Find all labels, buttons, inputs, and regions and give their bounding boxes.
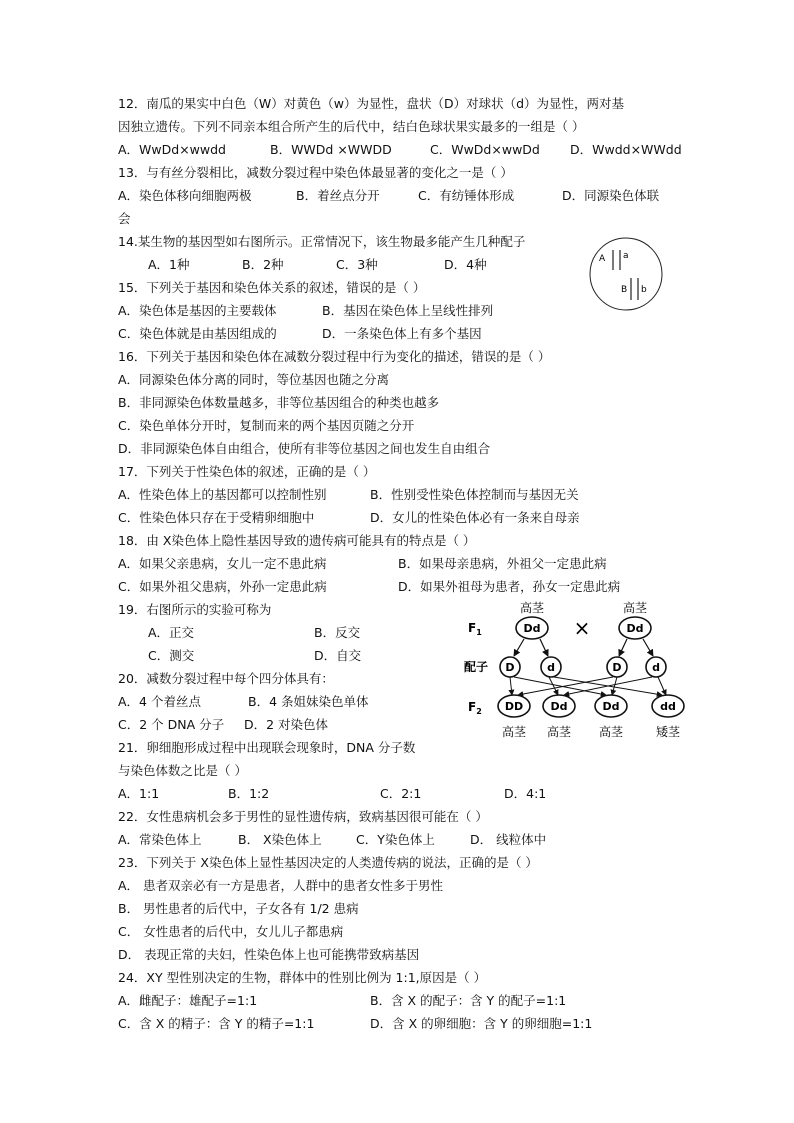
q22-option-b[interactable]: B． X染色体上 bbox=[238, 832, 322, 847]
arrow-d-Dd1 bbox=[549, 677, 558, 695]
q12-option-a[interactable]: A．WwDd×wwdd bbox=[118, 142, 226, 157]
gamete-label: 配子 bbox=[464, 660, 489, 674]
q13-option-c[interactable]: C．有纺锤体形成 bbox=[418, 188, 515, 203]
q22-stem: 22．女性患病机会多于男性的显性遗传病，致病基因很可能在（ ） bbox=[118, 809, 488, 824]
arrow-p2-gamete-d bbox=[643, 639, 653, 656]
parent-2-genotype: Dd bbox=[626, 622, 644, 635]
q14-option-a[interactable]: A．1种 bbox=[148, 257, 190, 272]
q14-stem: 14.某生物的基因型如右图所示。正常情况下，该生物最多能产生几种配子 bbox=[118, 234, 526, 249]
q16-stem: 16．下列关于基因和染色体在减数分裂过程中行为变化的描述，错误的是（ ） bbox=[118, 349, 551, 364]
q16-option-b[interactable]: B．非同源染色体数量越多，非等位基因组合的种类也越多 bbox=[118, 395, 440, 410]
offspring-3-genotype: Dd bbox=[602, 700, 620, 713]
q12-option-c[interactable]: C．WwDd×wwDd bbox=[430, 142, 540, 157]
gamete-3: D bbox=[612, 661, 622, 674]
gene-b-label: b bbox=[641, 285, 647, 295]
q18-option-a[interactable]: A．如果父亲患病，女儿一定不患此病 bbox=[118, 556, 327, 571]
arrow-d2-Dd bbox=[564, 677, 652, 695]
offspring-4-genotype: dd bbox=[660, 700, 676, 713]
q17-option-a[interactable]: A．性染色体上的基因都可以控制性别 bbox=[118, 487, 327, 502]
arrow-D2-Dd bbox=[612, 677, 617, 695]
q12-stem-line2: 因独立遗传。下列不同亲本组合所产生的后代中，结白色球状果实最多的一组是（ ） bbox=[118, 119, 585, 134]
q14-option-c[interactable]: C．3种 bbox=[336, 257, 378, 272]
parent-1-genotype: Dd bbox=[523, 622, 541, 635]
q22-option-c[interactable]: C．Y染色体上 bbox=[356, 832, 435, 847]
q15-option-b[interactable]: B．基因在染色体上呈线性排列 bbox=[322, 303, 494, 318]
cross-diagram bbox=[460, 598, 700, 744]
parent-2-phenotype: 高茎 bbox=[622, 601, 648, 615]
q19-option-b[interactable]: B．反交 bbox=[314, 625, 361, 640]
arrow-p1-gamete-D bbox=[514, 639, 524, 656]
arrow-p2-gamete-D bbox=[619, 639, 627, 656]
q14-cell-diagram bbox=[586, 236, 666, 312]
q20-option-a[interactable]: A．4 个着丝点 bbox=[118, 694, 201, 709]
arrow-D-Dd bbox=[514, 677, 606, 695]
q16-option-d[interactable]: D．非同源染色体自由组合，使所有非等位基因之间也发生自由组合 bbox=[118, 441, 491, 456]
q15-option-d[interactable]: D．一条染色体上有多个基因 bbox=[322, 326, 482, 341]
q15-option-c[interactable]: C．染色体就是由基因组成的 bbox=[118, 326, 277, 341]
q21-option-a[interactable]: A．1:1 bbox=[118, 786, 160, 801]
q18-option-c[interactable]: C．如果外祖父患病，外孙一定患此病 bbox=[118, 579, 327, 594]
q22-option-d[interactable]: D． 线粒体中 bbox=[470, 832, 547, 847]
q13-option-d[interactable]: D．同源染色体联 bbox=[562, 188, 660, 203]
offspring-1-phenotype: 高茎 bbox=[501, 725, 527, 739]
q16-option-a[interactable]: A．同源染色体分离的同时，等位基因也随之分离 bbox=[118, 372, 390, 387]
q19-stem: 19．右图所示的实验可称为 bbox=[118, 602, 272, 617]
q17-option-d[interactable]: D．女儿的性染色体必有一条来自母亲 bbox=[370, 510, 580, 525]
gene-a-label: a bbox=[623, 251, 629, 261]
offspring-2-phenotype: 高茎 bbox=[546, 725, 572, 739]
q17-option-b[interactable]: B．性别受性染色体控制而与基因无关 bbox=[370, 487, 579, 502]
q13-option-d-cont: 会 bbox=[118, 211, 131, 226]
q24-option-a[interactable]: A．雌配子：雄配子=1:1 bbox=[118, 993, 258, 1008]
q20-option-d[interactable]: D．2 对染色体 bbox=[244, 717, 329, 732]
q14-option-d[interactable]: D．4种 bbox=[444, 257, 487, 272]
q24-option-d[interactable]: D．含 X 的卵细胞：含 Y 的卵细胞=1:1 bbox=[370, 1016, 593, 1031]
q18-option-b[interactable]: B．如果母亲患病，外祖父一定患此病 bbox=[398, 556, 607, 571]
gamete-4: d bbox=[652, 661, 660, 674]
cell-membrane bbox=[590, 238, 662, 310]
q13-stem: 13．与有丝分裂相比，减数分裂过程中染色体最显著的变化之一是（ ） bbox=[118, 165, 513, 180]
q19-option-c[interactable]: C．测交 bbox=[148, 648, 195, 663]
f2-label: $F_2$ bbox=[468, 700, 482, 716]
q16-option-c[interactable]: C．染色单体分开时，复制而来的两个基因页随之分开 bbox=[118, 418, 415, 433]
offspring-3-phenotype: 高茎 bbox=[598, 725, 624, 739]
offspring-1-genotype: DD bbox=[504, 700, 524, 713]
offspring-4-phenotype: 矮茎 bbox=[655, 725, 681, 739]
q14-option-b[interactable]: B．2种 bbox=[242, 257, 284, 272]
q12-option-b[interactable]: B．WWDd ×WWDD bbox=[270, 142, 392, 157]
q18-stem: 18．由 X染色体上隐性基因导致的遗传病可能具有的特点是（ ） bbox=[118, 533, 476, 548]
q17-stem: 17．下列关于性染色体的叙述，正确的是（ ） bbox=[118, 464, 376, 479]
q22-option-a[interactable]: A．常染色体上 bbox=[118, 832, 202, 847]
q23-stem: 23．下列关于 X染色体上显性基因决定的人类遗传病的说法，正确的是（ ） bbox=[118, 855, 538, 870]
arrow-D-DD bbox=[510, 677, 512, 695]
gene-A-label: A bbox=[599, 254, 606, 264]
q20-option-b[interactable]: B．4 条姐妹染色单体 bbox=[248, 694, 369, 709]
q24-stem: 24．XY 型性别决定的生物，群体中的性别比例为 1:1,原因是（ ） bbox=[118, 970, 487, 985]
q21-option-c[interactable]: C．2:1 bbox=[380, 786, 422, 801]
q13-option-a[interactable]: A．染色体移向细胞两极 bbox=[118, 188, 252, 203]
q19-option-a[interactable]: A．正交 bbox=[148, 625, 195, 640]
q18-option-d[interactable]: D．如果外祖母为患者，孙女一定患此病 bbox=[398, 579, 621, 594]
arrow-p1-gamete-d bbox=[540, 639, 548, 656]
q23-option-d[interactable]: D． 表现正常的夫妇，性染色体上也可能携带致病基因 bbox=[118, 947, 420, 962]
q23-option-c[interactable]: C． 女性患者的后代中，女儿儿子都患病 bbox=[118, 924, 344, 939]
q12-option-d[interactable]: D．Wwdd×WWdd bbox=[570, 142, 682, 157]
gamete-2: d bbox=[547, 661, 555, 674]
gene-B-label: B bbox=[621, 285, 628, 295]
q23-option-b[interactable]: B． 男性患者的后代中，子女各有 1/2 患病 bbox=[118, 901, 359, 916]
offspring-2-genotype: Dd bbox=[550, 700, 568, 713]
q23-option-a[interactable]: A． 患者双亲必有一方是患者，人群中的患者女性多于男性 bbox=[118, 878, 444, 893]
q13-option-b[interactable]: B．着丝点分开 bbox=[296, 188, 380, 203]
parent-1-phenotype: 高茎 bbox=[519, 601, 545, 615]
q15-option-a[interactable]: A．染色体是基因的主要载体 bbox=[118, 303, 277, 318]
q12-stem-line1: 12．南瓜的果实中白色（W）对黄色（w）为显性，盘状（D）对球状（d）为显性，两对基 bbox=[118, 96, 625, 111]
arrow-d2-dd bbox=[658, 677, 666, 695]
q20-option-c[interactable]: C．2 个 DNA 分子 bbox=[118, 717, 225, 732]
q20-stem: 20．减数分裂过程中每个四分体具有： bbox=[118, 671, 334, 686]
q21-option-b[interactable]: B．1:2 bbox=[228, 786, 270, 801]
q24-option-c[interactable]: C．含 X 的精子：含 Y 的精子=1:1 bbox=[118, 1016, 315, 1031]
q21-option-d[interactable]: D．4:1 bbox=[504, 786, 547, 801]
q17-option-c[interactable]: C．性染色体只存在于受精卵细胞中 bbox=[118, 510, 315, 525]
gamete-1: D bbox=[505, 661, 515, 674]
arrow-D2-DD bbox=[518, 677, 613, 695]
cross-symbol: × bbox=[573, 616, 591, 640]
q21-stem-line2: 与染色体数之比是（ ） bbox=[118, 763, 247, 778]
q15-stem: 15．下列关于基因和染色体关系的叙述，错误的是（ ） bbox=[118, 280, 426, 295]
q24-option-b[interactable]: B．含 X 的配子：含 Y 的配子=1:1 bbox=[370, 993, 567, 1008]
q21-stem-line1: 21．卵细胞形成过程中出现联会现象时，DNA 分子数 bbox=[118, 740, 416, 755]
q19-option-d[interactable]: D．自交 bbox=[314, 648, 362, 663]
f1-label: $F_1$ bbox=[468, 621, 482, 637]
